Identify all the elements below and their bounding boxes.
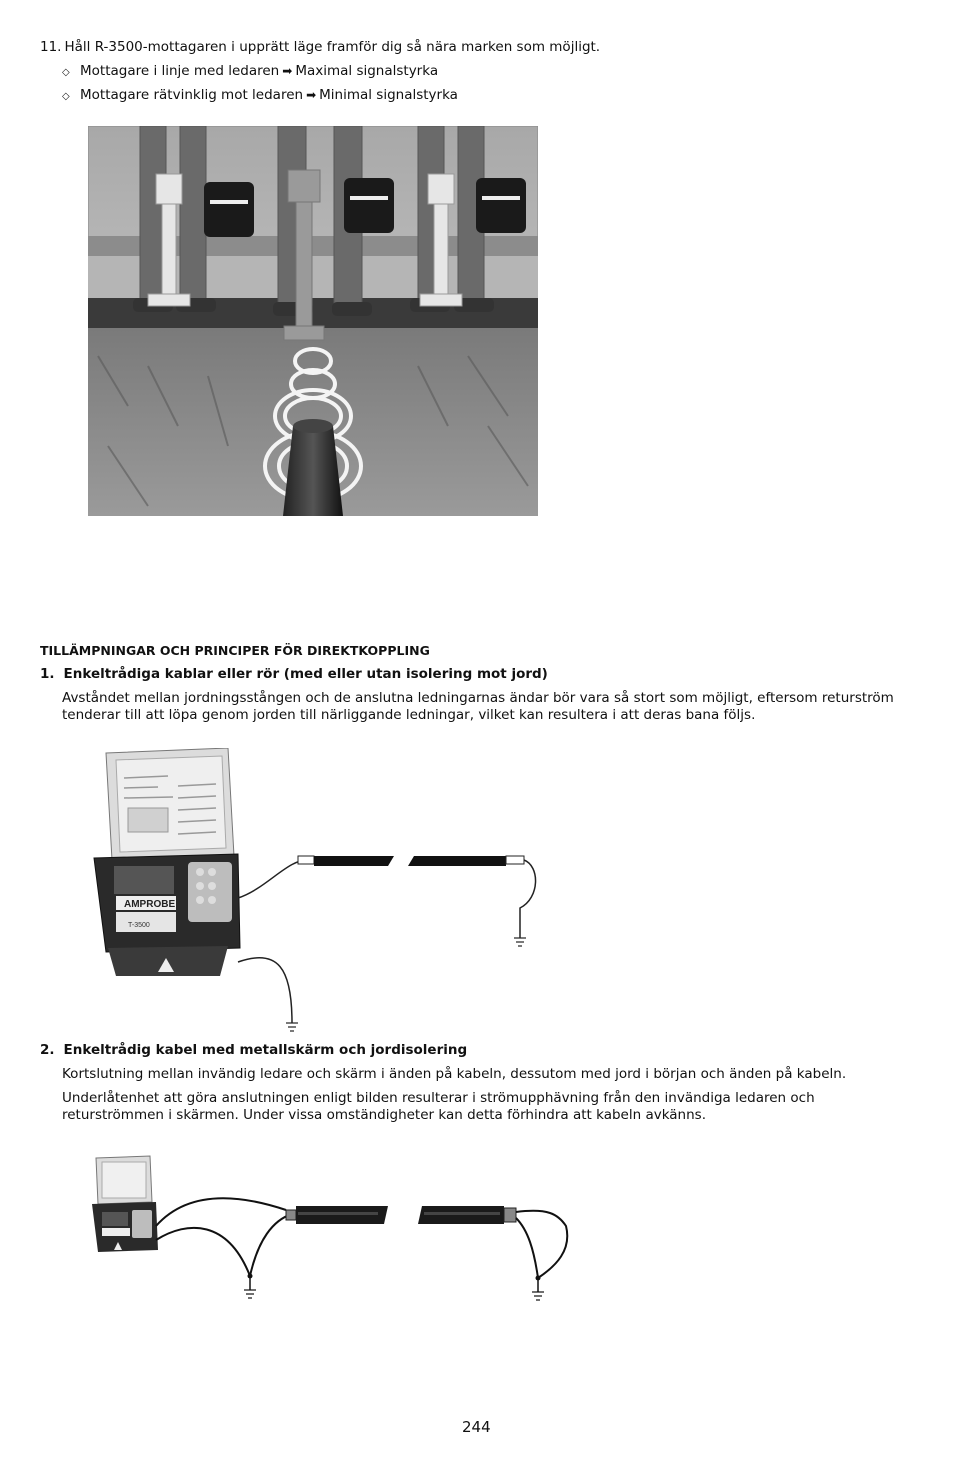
bullet-right-text: Maximal signalstyrka	[295, 63, 439, 79]
direct-connection-diagram-1	[88, 748, 548, 1038]
diamond-bullet-icon: ◇	[62, 67, 70, 78]
step-11	[40, 39, 600, 56]
direct-connection-diagram-2	[88, 1150, 578, 1310]
item-2-paragraph-1: Kortslutning mellan invändig ledare och skärm i änden på kabeln, dessutom med jord i början och änden på kabeln.	[62, 1066, 847, 1082]
arrow-right-icon: ➡	[282, 64, 293, 78]
item-number: 2.	[40, 1042, 55, 1058]
item-2-paragraph-2-line1: Underlåtenhet att göra anslutningen enligt bilden resulterar i strömupphävning från den invändiga ledaren och	[62, 1090, 815, 1106]
receiver-signal-photo	[88, 126, 538, 516]
page-number: 244	[462, 1418, 491, 1436]
bullet-right-text: Minimal signalstyrka	[319, 87, 458, 103]
bullet-item	[62, 87, 458, 105]
item-1-paragraph-line1: Avståndet mellan jordningsstången och de anslutna ledningarnas ändar bör vara så stort som möjligt, eftersom returström	[62, 690, 894, 706]
step-number: 11.	[40, 39, 62, 55]
item-2-paragraph-2-line2: returströmmen i skärmen. Under vissa omständigheter kan detta förhindra att kabeln avkänns.	[62, 1107, 706, 1123]
transmitter-model-label: T-3500	[128, 922, 150, 929]
step-text: Håll R-3500-mottagaren i upprätt läge framför dig så nära marken som möjligt.	[64, 39, 601, 55]
item-number: 1.	[40, 666, 55, 682]
bullet-left-text: Mottagare rätvinklig mot ledaren	[80, 87, 304, 103]
item-2-title	[40, 1042, 467, 1059]
item-title-text: Enkeltrådiga kablar eller rör (med eller utan isolering mot jord)	[63, 666, 548, 682]
transmitter-brand-label: AMPROBE	[124, 899, 176, 910]
item-1-paragraph-line2: tenderar till att löpa genom jorden till närliggande ledningar, vilket kan resultera i att deras bana följs.	[62, 707, 756, 723]
item-title-text: Enkeltrådig kabel med metallskärm och jordisolering	[63, 1042, 468, 1058]
item-1-title	[40, 666, 548, 683]
section-heading: TILLÄMPNINGAR OCH PRINCIPER FÖR DIREKTKOPPLING	[40, 643, 430, 658]
bullet-item	[62, 63, 438, 81]
arrow-right-icon: ➡	[306, 88, 317, 102]
bullet-left-text: Mottagare i linje med ledaren	[80, 63, 280, 79]
diamond-bullet-icon: ◇	[62, 91, 70, 102]
